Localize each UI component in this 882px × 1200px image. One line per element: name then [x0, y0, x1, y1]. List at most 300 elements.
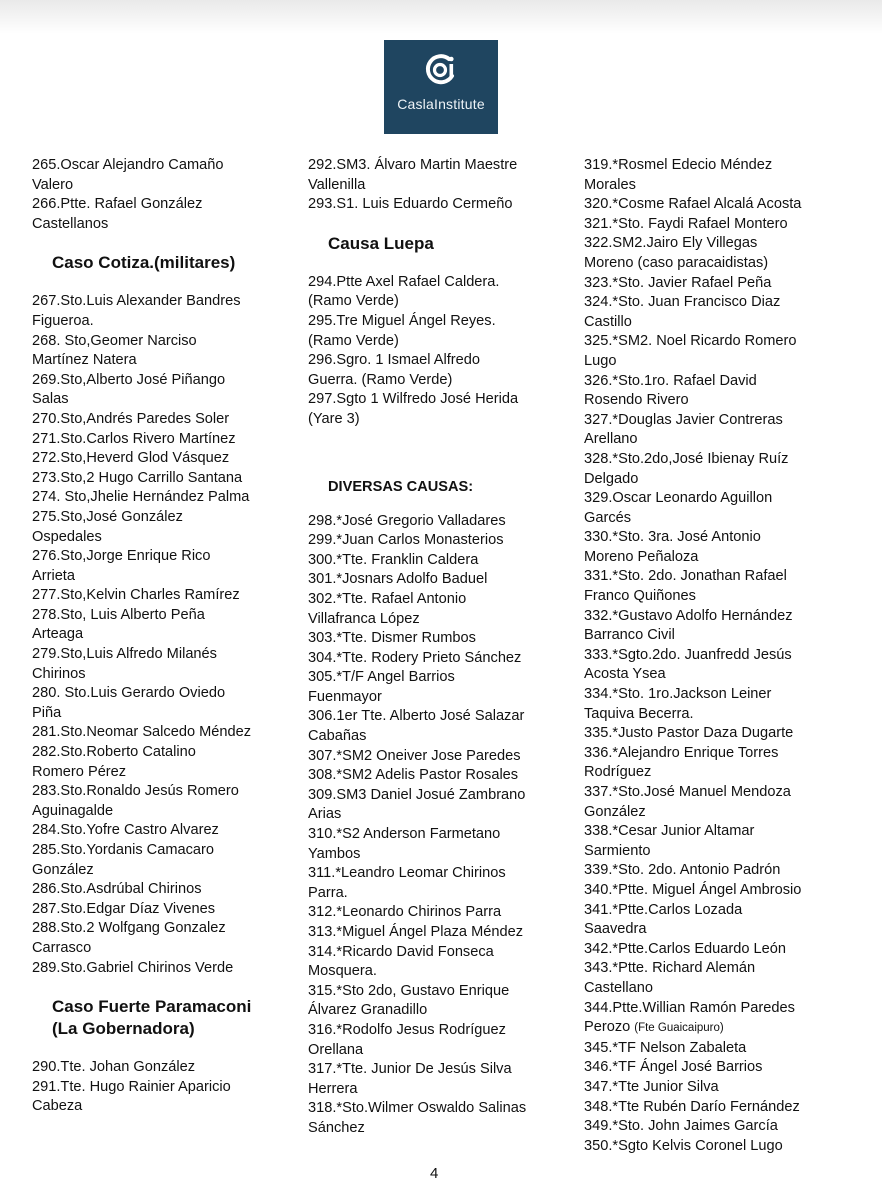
- list-item-line: [584, 959, 854, 979]
- list-item-line: [584, 254, 854, 274]
- list-item: [308, 1099, 573, 1138]
- list-item-text: 337.*Sto.José Manuel Mendoza: [584, 784, 791, 800]
- list-item: [308, 312, 573, 351]
- list-item-line: [584, 920, 854, 940]
- list-item-line: [32, 586, 287, 606]
- list-item-line: [308, 943, 573, 963]
- list-item-line: [308, 156, 573, 176]
- list-item-text: 273.Sto,2 Hugo Carrillo Santana: [32, 469, 243, 486]
- list-item-line: [584, 391, 854, 411]
- list-item-text: 290.Tte. Johan González: [32, 1059, 196, 1076]
- list-item-text: 279.Sto,Luis Alfredo Milanés: [32, 646, 217, 663]
- list-item: [584, 724, 854, 744]
- list-item-line: [584, 822, 854, 842]
- section-heading-text: Caso Fuerte Paramaconi: [52, 997, 252, 1017]
- list-item-text: 301.*Josnars Adolfo Baduel: [308, 571, 488, 588]
- list-item-text: 286.Sto.Asdrúbal Chirinos: [32, 881, 202, 898]
- list-item-line: [308, 864, 573, 884]
- list-item-line: [308, 805, 573, 825]
- list-item-line: [584, 1018, 854, 1039]
- list-item-text: 306.1er Tte. Alberto José Salazar: [308, 708, 525, 725]
- list-item: [308, 864, 573, 903]
- list-item: [308, 629, 573, 649]
- list-item-line: [308, 1080, 573, 1100]
- list-item-text: 321.*Sto. Faydi Rafael Montero: [584, 215, 788, 232]
- list-item-line: [308, 371, 573, 391]
- list-item: [32, 547, 287, 586]
- list-item-text: 275.Sto,José González: [32, 508, 183, 525]
- list-item-line: [584, 744, 854, 764]
- list-item: [32, 449, 287, 469]
- list-item-text: 308.*SM2 Adelis Pastor Rosales: [308, 767, 519, 784]
- list-item: [584, 901, 854, 940]
- list-item-text: 267.Sto.Luis Alexander Bandres: [32, 293, 241, 310]
- list-item-text: 325.*SM2. Noel Ricardo Romero: [584, 333, 797, 350]
- list-item: [584, 999, 854, 1039]
- list-item: [308, 786, 573, 825]
- list-item-line: [32, 390, 287, 410]
- list-item-line: [32, 1078, 287, 1098]
- list-item-text: Perozo: [584, 1019, 631, 1036]
- list-item-line: [584, 1058, 854, 1078]
- list-item: [308, 551, 573, 571]
- list-item-text: Moreno Peñaloza: [584, 548, 699, 565]
- list-item-text: 330.*Sto. 3ra. José Antonio: [584, 529, 761, 546]
- list-item-line: [308, 312, 573, 332]
- list-item-line: [32, 763, 287, 783]
- list-item-text: Delgado: [584, 470, 639, 487]
- list-item-line: [32, 723, 287, 743]
- list-item: [584, 528, 854, 567]
- list-item-line: [32, 743, 287, 763]
- list-item-text: Arteaga: [32, 626, 84, 643]
- list-item-text: Saavedra: [584, 921, 647, 938]
- list-item-text: Piña: [32, 704, 62, 721]
- list-item-line: [32, 410, 287, 430]
- list-item-line: [584, 470, 854, 490]
- list-item: [584, 783, 854, 822]
- list-item-text: Franco Quiñones: [584, 588, 696, 605]
- list-item-line: [308, 1060, 573, 1080]
- list-item-line: [308, 845, 573, 865]
- list-item-text: 274. Sto,Jhelie Hernández Palma: [32, 489, 250, 506]
- list-item-line: [32, 704, 287, 724]
- list-item-line: [584, 1117, 854, 1137]
- list-item-text: Herrera: [308, 1080, 358, 1097]
- list-item-text: Ospedales: [32, 528, 102, 545]
- list-item-text: 317.*Tte. Junior De Jesús Silva: [308, 1061, 512, 1078]
- list-item: [584, 861, 854, 881]
- list-item-line: [308, 884, 573, 904]
- list-item-text: Arias: [308, 806, 342, 823]
- list-item-text: Figueroa.: [32, 312, 94, 329]
- list-item-text: 294.Ptte Axel Rafael Caldera.: [308, 273, 500, 290]
- list-item: [584, 1078, 854, 1098]
- list-item-text: Lugo: [584, 352, 617, 369]
- list-item: [584, 646, 854, 685]
- list-item: [32, 410, 287, 430]
- list-item-line: [584, 646, 854, 666]
- list-item-text: Arellano: [584, 431, 638, 448]
- list-item-text: (Yare 3): [308, 410, 360, 427]
- list-item-text: 338.*Cesar Junior Altamar: [584, 823, 755, 840]
- list-item-text: 324.*Sto. Juan Francisco Diaz: [584, 294, 781, 311]
- list-item-line: [32, 841, 287, 861]
- list-item: [32, 900, 287, 920]
- list-item-line: [584, 430, 854, 450]
- list-item-line: [308, 1041, 573, 1061]
- list-item-text: 296.Sgro. 1 Ismael Alfredo: [308, 352, 480, 369]
- list-item: [308, 273, 573, 312]
- list-item-text: Parra.: [308, 884, 348, 901]
- list-item: [308, 512, 573, 532]
- list-item: [32, 743, 287, 782]
- list-item: [308, 590, 573, 629]
- list-item-text: (Ramo Verde): [308, 293, 399, 310]
- list-item: [32, 469, 287, 489]
- list-item-text: 314.*Ricardo David Fonseca: [308, 943, 494, 960]
- list-item-line: [308, 1099, 573, 1119]
- list-item-line: [32, 371, 287, 391]
- list-item-text: Garcés: [584, 509, 632, 526]
- list-item-line: [32, 469, 287, 489]
- list-item-line: [584, 293, 854, 313]
- list-item: [584, 215, 854, 235]
- list-item: [308, 982, 573, 1021]
- list-item-line: [584, 234, 854, 254]
- list-item-text: 323.*Sto. Javier Rafael Peña: [584, 274, 772, 291]
- column-3: [584, 156, 854, 1156]
- list-item-line: [584, 1078, 854, 1098]
- list-item-text: 292.SM3. Álvaro Martin Maestre: [308, 157, 518, 173]
- list-item: [308, 156, 573, 195]
- list-item: [584, 293, 854, 332]
- list-item-line: [308, 962, 573, 982]
- list-item-line: [584, 842, 854, 862]
- casla-logo: [384, 40, 498, 134]
- list-item-line: [32, 1097, 287, 1117]
- list-item-text: 271.Sto.Carlos Rivero Martínez: [32, 430, 236, 447]
- list-item-text: 326.*Sto.1ro. Rafael David: [584, 372, 757, 389]
- list-item: [308, 707, 573, 746]
- list-item: [32, 880, 287, 900]
- list-item-text: Álvarez Granadillo: [308, 1002, 428, 1019]
- list-item-line: [308, 903, 573, 923]
- list-item-text: 344.Ptte.Willian Ramón Paredes: [584, 999, 795, 1016]
- list-item-line: [32, 449, 287, 469]
- list-item-line: [308, 570, 573, 590]
- list-item-text: 348.*Tte Rubén Darío Fernández: [584, 1098, 800, 1115]
- list-item-line: [308, 688, 573, 708]
- list-item-line: [32, 900, 287, 920]
- list-item-line: [308, 332, 573, 352]
- list-item-line: [32, 625, 287, 645]
- page-number: 4: [430, 1165, 439, 1182]
- list-item: [584, 411, 854, 450]
- list-item-line: [584, 567, 854, 587]
- list-item-text: Yambos: [308, 845, 361, 862]
- list-item: [32, 645, 287, 684]
- section-heading: [328, 478, 573, 496]
- list-item-line: [308, 273, 573, 293]
- list-item-text: Vallenilla: [308, 176, 366, 193]
- list-item: [584, 450, 854, 489]
- list-item-line: [584, 548, 854, 568]
- list-item-line: [584, 332, 854, 352]
- list-item-line: [584, 901, 854, 921]
- list-item-text: Chirinos: [32, 665, 86, 682]
- list-item-line: [308, 590, 573, 610]
- list-item: [308, 747, 573, 767]
- list-item-line: [584, 528, 854, 548]
- list-item-line: [308, 766, 573, 786]
- list-item-text: 295.Tre Miguel Ángel Reyes.: [308, 312, 496, 329]
- list-item-text: 283.Sto.Ronaldo Jesús Romero: [32, 783, 239, 800]
- list-item-text: 331.*Sto. 2do. Jonathan Rafael: [584, 568, 787, 585]
- list-item-text: 319.*Rosmel Edecio Méndez: [584, 157, 773, 173]
- list-item: [584, 940, 854, 960]
- list-item-text: 288.Sto.2 Wolfgang Gonzalez: [32, 920, 226, 937]
- list-item-line: [584, 1137, 854, 1157]
- list-item-text: 282.Sto.Roberto Catalino: [32, 744, 196, 761]
- list-item-line: [32, 959, 287, 979]
- list-item: [32, 292, 287, 331]
- list-item-text: 328.*Sto.2do,José Ibienay Ruíz: [584, 450, 789, 467]
- list-item-line: [584, 313, 854, 333]
- list-item: [584, 1117, 854, 1137]
- list-item-text: Villafranca López: [308, 610, 420, 627]
- list-item-text: 305.*T/F Angel Barrios: [308, 669, 455, 686]
- list-item-text: 298.*José Gregorio Valladares: [308, 512, 506, 529]
- list-item-line: [584, 489, 854, 509]
- list-item-text: 266.Ptte. Rafael González: [32, 196, 203, 213]
- list-item-text: 302.*Tte. Rafael Antonio: [308, 590, 467, 607]
- list-item-line: [584, 881, 854, 901]
- list-item: [308, 923, 573, 943]
- list-item-text: González: [584, 803, 646, 820]
- list-item-text: Rodríguez: [584, 764, 652, 781]
- list-item-line: [32, 665, 287, 685]
- list-item-text: 300.*Tte. Franklin Caldera: [308, 551, 479, 568]
- list-item-line: [584, 665, 854, 685]
- list-item-text: 289.Sto.Gabriel Chirinos Verde: [32, 959, 234, 976]
- list-item-line: [584, 176, 854, 196]
- list-item-line: [584, 999, 854, 1019]
- casla-logo-icon: [421, 50, 461, 90]
- list-item-text: 347.*Tte Junior Silva: [584, 1078, 719, 1095]
- list-item-text: 287.Sto.Edgar Díaz Vivenes: [32, 900, 216, 917]
- list-item-line: [308, 629, 573, 649]
- list-item-line: [584, 509, 854, 529]
- list-item-line: [584, 215, 854, 235]
- list-item-note: (Fte Guaicaipuro): [634, 1022, 724, 1035]
- list-item-line: [308, 668, 573, 688]
- list-item-text: 265.Oscar Alejandro Camaño: [32, 157, 224, 173]
- list-item-text: 329.Oscar Leonardo Aguillon: [584, 490, 773, 507]
- list-item-line: [32, 488, 287, 508]
- list-item-text: Salas: [32, 391, 69, 408]
- list-item-text: 322.SM2.Jairo Ely Villegas: [584, 235, 758, 252]
- list-item: [584, 332, 854, 371]
- list-item-line: [584, 156, 854, 176]
- list-item-text: 285.Sto.Yordanis Camacaro: [32, 842, 214, 858]
- list-item-line: [584, 705, 854, 725]
- list-item: [584, 195, 854, 215]
- list-item-line: [32, 508, 287, 528]
- list-item: [308, 351, 573, 390]
- list-item-text: Mosquera.: [308, 963, 377, 980]
- list-item: [584, 567, 854, 606]
- section-heading: [328, 233, 573, 255]
- list-item-text: 277.Sto,Kelvin Charles Ramírez: [32, 587, 240, 604]
- list-item: [32, 488, 287, 508]
- list-item: [584, 822, 854, 861]
- page-top-shade: [0, 0, 882, 34]
- list-item-line: [308, 1119, 573, 1139]
- list-item: [308, 668, 573, 707]
- list-item-text: 313.*Miguel Ángel Plaza Méndez: [308, 924, 523, 940]
- list-item: [584, 685, 854, 724]
- list-item-text: 340.*Ptte. Miguel Ángel Ambrosio: [584, 881, 802, 898]
- list-item-line: [32, 215, 287, 235]
- list-item: [308, 1060, 573, 1099]
- list-item-text: 343.*Ptte. Richard Alemán: [584, 960, 756, 977]
- list-item-text: 307.*SM2 Oneiver Jose Paredes: [308, 747, 521, 764]
- list-item-line: [32, 332, 287, 352]
- list-item-line: [308, 747, 573, 767]
- list-item: [32, 841, 287, 880]
- list-item-text: 336.*Alejandro Enrique Torres: [584, 744, 779, 761]
- list-item: [32, 1078, 287, 1117]
- list-item-text: Romero Pérez: [32, 763, 127, 780]
- list-item-text: 320.*Cosme Rafael Alcalá Acosta: [584, 196, 802, 213]
- list-item-text: Aguinagalde: [32, 802, 114, 819]
- list-item-text: 270.Sto,Andrés Paredes Soler: [32, 410, 230, 427]
- list-item-line: [32, 606, 287, 626]
- section-heading-text: Caso Cotiza.(militares): [52, 253, 236, 273]
- list-item: [584, 489, 854, 528]
- list-item-text: 341.*Ptte.Carlos Lozada: [584, 901, 743, 918]
- list-item-line: [308, 707, 573, 727]
- list-item: [584, 234, 854, 273]
- list-item: [32, 959, 287, 979]
- list-item-text: 311.*Leandro Leomar Chirinos: [308, 865, 506, 882]
- list-item-text: 334.*Sto. 1ro.Jackson Leiner: [584, 686, 772, 703]
- list-item-text: Carrasco: [32, 939, 92, 956]
- list-item-text: 345.*TF Nelson Zabaleta: [584, 1039, 747, 1056]
- list-item-line: [32, 821, 287, 841]
- list-item: [32, 919, 287, 958]
- list-item-text: Moreno (caso paracaidistas): [584, 254, 769, 271]
- list-item-line: [308, 531, 573, 551]
- list-item-text: Orellana: [308, 1041, 364, 1058]
- list-item: [584, 372, 854, 411]
- list-item-text: 272.Sto,Heverd Glod Vásquez: [32, 450, 230, 467]
- list-item-line: [584, 685, 854, 705]
- section-heading: [52, 252, 287, 274]
- list-item-line: [584, 979, 854, 999]
- list-item-line: [308, 351, 573, 371]
- list-item-line: [32, 782, 287, 802]
- list-item-text: Cabeza: [32, 1098, 83, 1115]
- list-item-text: 346.*TF Ángel José Barrios: [584, 1059, 763, 1076]
- list-item-text: 297.Sgto 1 Wilfredo José Herida: [308, 391, 519, 408]
- list-item-text: 281.Sto.Neomar Salcedo Méndez: [32, 724, 252, 741]
- list-item-line: [584, 783, 854, 803]
- list-item: [32, 821, 287, 841]
- list-item: [32, 723, 287, 743]
- list-item-line: [584, 1039, 854, 1059]
- list-item-text: 332.*Gustavo Adolfo Hernández: [584, 607, 793, 624]
- list-item-text: (Ramo Verde): [308, 332, 399, 349]
- list-item-line: [584, 1098, 854, 1118]
- list-item-line: [584, 587, 854, 607]
- list-item-line: [32, 195, 287, 215]
- list-item-text: Castillo: [584, 313, 632, 330]
- list-item-line: [308, 292, 573, 312]
- list-item-text: 278.Sto, Luis Alberto Peña: [32, 606, 205, 623]
- list-item-text: 316.*Rodolfo Jesus Rodríguez: [308, 1021, 506, 1038]
- list-item-line: [32, 861, 287, 881]
- section-heading: [52, 996, 287, 1040]
- list-item-text: Sánchez: [308, 1119, 365, 1136]
- section-heading-text-line2: (La Gobernadora): [52, 1019, 195, 1039]
- list-item-text: 315.*Sto 2do, Gustavo Enrique: [308, 982, 510, 999]
- list-item-text: 350.*Sgto Kelvis Coronel Lugo: [584, 1137, 783, 1154]
- list-item-line: [308, 551, 573, 571]
- list-item-line: [32, 292, 287, 312]
- list-item-text: 304.*Tte. Rodery Prieto Sánchez: [308, 649, 522, 666]
- list-item: [32, 195, 287, 234]
- list-item-line: [32, 156, 287, 176]
- list-item: [584, 1058, 854, 1078]
- list-item-text: 291.Tte. Hugo Rainier Aparicio: [32, 1078, 231, 1095]
- list-item-text: Guerra. (Ramo Verde): [308, 371, 453, 388]
- list-item-text: Taquiva Becerra.: [584, 705, 694, 722]
- list-item-line: [32, 528, 287, 548]
- list-item-text: 280. Sto.Luis Gerardo Oviedo: [32, 685, 226, 702]
- list-item-text: Castellano: [584, 979, 653, 996]
- list-item: [308, 195, 573, 215]
- list-item: [32, 430, 287, 450]
- list-item: [584, 1098, 854, 1118]
- list-item: [308, 943, 573, 982]
- list-item-text: 339.*Sto. 2do. Antonio Padrón: [584, 862, 781, 879]
- list-item-line: [32, 351, 287, 371]
- column-2: [308, 156, 573, 1139]
- list-item-text: 342.*Ptte.Carlos Eduardo León: [584, 940, 787, 957]
- list-item-line: [584, 763, 854, 783]
- list-item: [32, 684, 287, 723]
- list-item: [32, 606, 287, 645]
- list-item: [584, 881, 854, 901]
- list-item-line: [32, 802, 287, 822]
- list-item-line: [584, 803, 854, 823]
- list-item: [32, 371, 287, 410]
- list-item-text: 333.*Sgto.2do. Juanfredd Jesús: [584, 646, 792, 663]
- list-item: [32, 332, 287, 371]
- list-item-line: [584, 626, 854, 646]
- list-item-text: 310.*S2 Anderson Farmetano: [308, 826, 501, 843]
- list-item-line: [308, 825, 573, 845]
- list-item: [308, 649, 573, 669]
- list-item-line: [308, 1021, 573, 1041]
- list-item-text: 299.*Juan Carlos Monasterios: [308, 532, 504, 549]
- list-item-line: [308, 390, 573, 410]
- list-item: [584, 607, 854, 646]
- list-item-text: 309.SM3 Daniel Josué Zambrano: [308, 786, 526, 803]
- list-item: [308, 1021, 573, 1060]
